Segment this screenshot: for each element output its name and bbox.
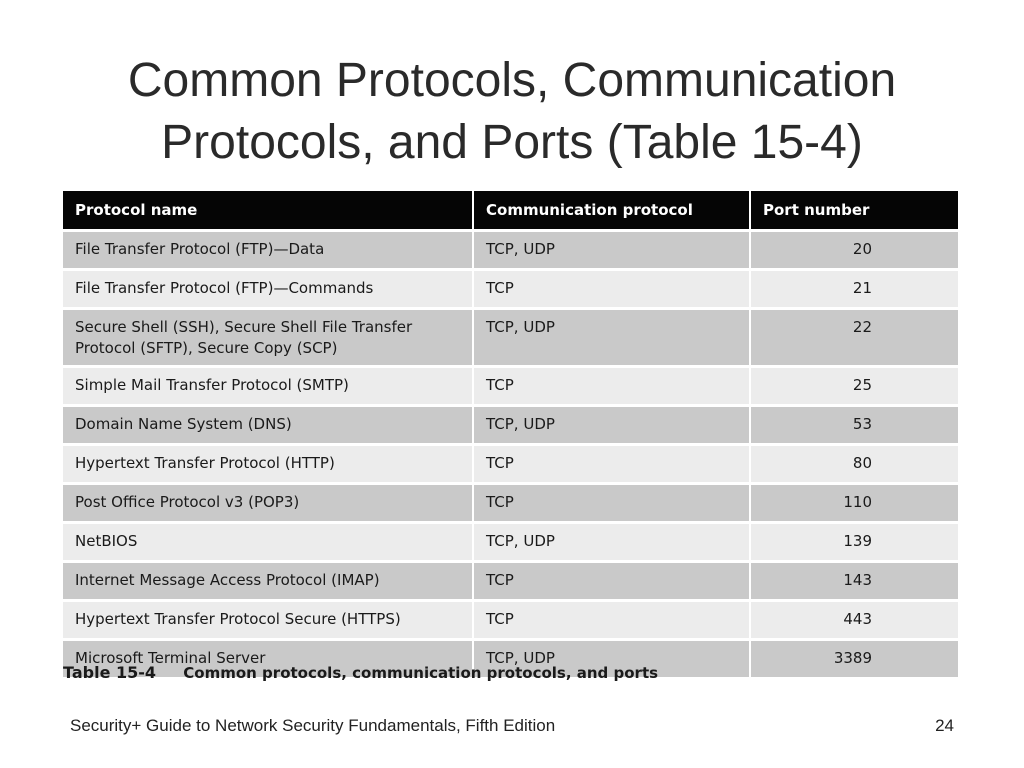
communication-protocol-cell: TCP, UDP bbox=[473, 640, 750, 678]
port-number-cell: 25 bbox=[750, 367, 958, 406]
table-row bbox=[63, 309, 958, 367]
port-number-cell: 3389 bbox=[750, 640, 958, 678]
communication-protocol-cell: TCP, UDP bbox=[473, 406, 750, 445]
protocol-name-cell: File Transfer Protocol (FTP)—Data bbox=[63, 231, 473, 270]
communication-protocol-cell: TCP bbox=[473, 601, 750, 640]
port-number-cell: 110 bbox=[750, 484, 958, 523]
communication-protocol-cell: TCP, UDP bbox=[473, 231, 750, 270]
column-header-communication-protocol: Communication protocol bbox=[473, 191, 750, 231]
slide-title-line-1: Common Protocols, Communication bbox=[127, 54, 897, 107]
table-header-row bbox=[63, 191, 958, 231]
table-row bbox=[63, 484, 958, 523]
port-number-cell: 139 bbox=[750, 523, 958, 562]
table-row bbox=[63, 445, 958, 484]
communication-protocol-cell: TCP bbox=[473, 367, 750, 406]
table-row bbox=[63, 523, 958, 562]
protocol-name-cell: Secure Shell (SSH), Secure Shell File Transfer Protocol (SFTP), Secure Copy (SCP) bbox=[63, 309, 473, 367]
port-number-cell: 53 bbox=[750, 406, 958, 445]
communication-protocol-cell: TCP bbox=[473, 484, 750, 523]
port-number-cell: 143 bbox=[750, 562, 958, 601]
communication-protocol-cell: TCP bbox=[473, 445, 750, 484]
port-number-cell: 80 bbox=[750, 445, 958, 484]
slide-title-line-2: Protocols, and Ports (Table 15-4) bbox=[161, 116, 863, 169]
protocol-name-cell: Post Office Protocol v3 (POP3) bbox=[63, 484, 473, 523]
slide-title bbox=[0, 50, 1024, 174]
slide-page-number: 24 bbox=[935, 716, 954, 735]
port-number-cell: 443 bbox=[750, 601, 958, 640]
protocol-table-container bbox=[63, 191, 958, 677]
communication-protocol-cell: TCP, UDP bbox=[473, 523, 750, 562]
table-row bbox=[63, 406, 958, 445]
protocol-name-cell: Hypertext Transfer Protocol (HTTP) bbox=[63, 445, 473, 484]
protocol-name-cell: File Transfer Protocol (FTP)—Commands bbox=[63, 270, 473, 309]
column-header-port-number: Port number bbox=[750, 191, 958, 231]
table-row bbox=[63, 367, 958, 406]
table-row bbox=[63, 562, 958, 601]
communication-protocol-cell: TCP bbox=[473, 562, 750, 601]
communication-protocol-cell: TCP bbox=[473, 270, 750, 309]
footer-book-title: Security+ Guide to Network Security Fundamentals, Fifth Edition bbox=[70, 716, 556, 735]
protocol-table bbox=[63, 191, 958, 677]
table-caption-label: Table 15-4 bbox=[63, 663, 157, 682]
table-caption-text: Common protocols, communication protocols, and ports bbox=[183, 664, 659, 682]
protocol-name-cell: Hypertext Transfer Protocol Secure (HTTPS) bbox=[63, 601, 473, 640]
protocol-name-cell: Internet Message Access Protocol (IMAP) bbox=[63, 562, 473, 601]
table-row bbox=[63, 270, 958, 309]
communication-protocol-cell: TCP, UDP bbox=[473, 309, 750, 367]
protocol-name-cell: Microsoft Terminal Server bbox=[63, 640, 473, 678]
table-row bbox=[63, 601, 958, 640]
port-number-cell: 22 bbox=[750, 309, 958, 367]
port-number-cell: 21 bbox=[750, 270, 958, 309]
protocol-name-cell: Simple Mail Transfer Protocol (SMTP) bbox=[63, 367, 473, 406]
table-row bbox=[63, 231, 958, 270]
column-header-protocol-name: Protocol name bbox=[63, 191, 473, 231]
port-number-cell: 20 bbox=[750, 231, 958, 270]
protocol-name-cell: NetBIOS bbox=[63, 523, 473, 562]
table-caption bbox=[63, 663, 658, 682]
protocol-name-cell: Domain Name System (DNS) bbox=[63, 406, 473, 445]
